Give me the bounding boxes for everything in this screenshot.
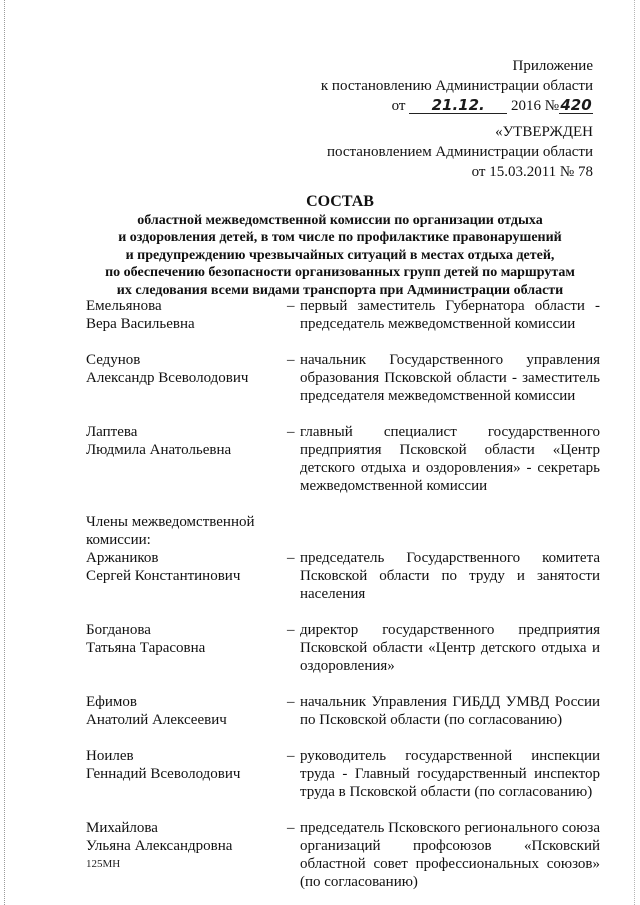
subtitle-line: областной межведомственной комиссии по организации отдыха (137, 213, 543, 228)
surname: Богданова (86, 622, 151, 638)
year-number-label: 2016 № (510, 98, 559, 114)
given-name: Анатолий Алексеевич (86, 712, 227, 728)
appendix-reference: к постановлению Администрации области (320, 78, 593, 94)
subtitle-line: и предупреждению чрезвычайных ситуаций в местах отдыха детей, (125, 247, 555, 263)
person-name (86, 297, 287, 333)
dash: – (287, 820, 295, 836)
member-row (86, 747, 600, 801)
subtitle-line: их следования всеми видами транспорта при Администрации области (116, 282, 564, 298)
position-text: начальник Государственного управления образования Псковской области - заместитель председателя межведомственной комиссии (300, 352, 600, 404)
position-text: председатель Государственного комитета Псковской области по труду и занятости населения (300, 550, 600, 602)
member-row (86, 819, 600, 891)
document-title: СОСТАВ (306, 193, 374, 210)
surname: Седунов (86, 352, 141, 368)
footer-code: 125МН (86, 858, 121, 870)
appendix-block (321, 56, 593, 116)
members-heading: Члены межведомственной комиссии: (86, 514, 255, 548)
handwritten-number: 420 (560, 96, 592, 114)
person-name (86, 693, 287, 729)
person-name (86, 351, 287, 405)
dash: – (287, 298, 295, 314)
surname: Аржаников (86, 550, 159, 566)
position-text: руководитель государственной инспекции труда - Главный государственный инспектор труда в Псковской области (по согласованию) (300, 748, 600, 800)
given-name: Татьяна Тарасовна (86, 640, 206, 656)
position-text: начальник Управления ГИБДД УМВД России по Псковской области (по согласованию) (300, 694, 600, 728)
given-name: Сергей Константинович (86, 568, 241, 584)
leader-row (86, 297, 600, 333)
scan-edge-left (4, 0, 6, 905)
person-name (86, 819, 287, 891)
member-row (86, 693, 600, 729)
appendix-date-line (321, 96, 593, 116)
surname: Ноилев (86, 748, 134, 764)
commission-list (86, 297, 600, 891)
scan-edge-right (634, 0, 636, 905)
date-prefix: от (391, 98, 406, 114)
approval-date: от 15.03.2011 № 78 (471, 164, 593, 180)
leader-row (86, 423, 600, 495)
subtitle-line: и оздоровления детей, в том числе по профилактике правонарушений (118, 230, 562, 246)
given-name: Ульяна Александровна (86, 838, 233, 854)
given-name: Вера Васильевна (86, 316, 195, 332)
dash: – (287, 622, 295, 638)
dash: – (287, 550, 295, 566)
position-text: директор государственного предприятия Псковской области «Центр детского отдыха и оздоровления» (300, 622, 600, 674)
position-text: главный специалист государственного предприятия Псковской области «Центр детского отдыха и оздоровления» - секретарь межведомственной комиссии (300, 424, 600, 494)
person-name (86, 549, 287, 603)
person-name (86, 423, 287, 495)
approval-authority: постановлением Администрации области (326, 144, 593, 160)
dash: – (287, 748, 295, 764)
given-name: Людмила Анатольевна (86, 442, 232, 458)
dash: – (287, 424, 295, 440)
dash: – (287, 694, 295, 710)
surname: Лаптева (86, 424, 138, 440)
document-subtitle (60, 212, 620, 299)
position-text: первый заместитель Губернатора области - председатель межведомственной комиссии (300, 298, 600, 332)
given-name: Александр Всеволодович (86, 370, 249, 386)
person-name (86, 621, 287, 675)
appendix-heading: Приложение (512, 58, 593, 74)
given-name: Геннадий Всеволодович (86, 766, 241, 782)
subtitle-line: по обеспечению безопасности организованных групп детей по маршрутам (105, 265, 575, 281)
member-row (86, 549, 600, 603)
surname: Емельянова (86, 298, 162, 314)
surname: Михайлова (86, 820, 158, 836)
approval-block (327, 122, 593, 182)
position-text: председатель Псковского регионального союза организаций профсоюзов «Псковский областной совет профессиональных союзов» (по согласованию) (300, 820, 600, 890)
dash: – (287, 352, 295, 368)
handwritten-date: 21.12. (409, 97, 507, 114)
leader-row (86, 351, 600, 405)
surname: Ефимов (86, 694, 137, 710)
member-row (86, 621, 600, 675)
person-name (86, 747, 287, 801)
approval-heading: «УТВЕРЖДЕН (495, 124, 593, 140)
